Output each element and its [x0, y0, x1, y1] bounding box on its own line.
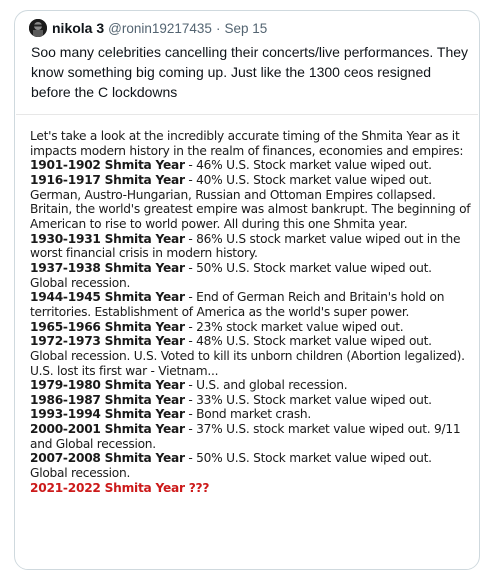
image-entry: [30, 378, 472, 393]
tweet-header: [29, 19, 267, 37]
entry-years: 1944-1945 Shmita Year: [30, 290, 185, 305]
image-entry: [30, 422, 472, 451]
entry-text: - End of German Reich and Britain's hold on territories. Establishment of America as the world's super power.: [30, 290, 445, 319]
entry-years: 1916-1917 Shmita Year: [30, 172, 185, 187]
image-entry: [30, 232, 472, 261]
entry-text: - 50% U.S. Stock market value wiped out. Global recession.: [30, 260, 432, 290]
image-entry: [30, 261, 472, 290]
tweet-date[interactable]: Sep 15: [224, 20, 268, 36]
entry-years: 1993-1994 Shmita Year: [30, 407, 185, 422]
author-name[interactable]: nikola 3: [52, 20, 105, 36]
image-entry: [30, 320, 472, 335]
entry-years: 1965-1966 Shmita Year: [30, 319, 185, 334]
entry-text: - 40% U.S. Stock market value wiped out. German, Austro-Hungarian, Russian and Ottoman Empires collapsed. Britain, the world's greatest empire was almost bankrupt. The beginning of American to rise to world power. All during this one Shmita year.: [30, 172, 471, 231]
tweet-text: Soo many celebrities cancelling their concerts/live performances. They know something big coming up. Just like the 1300 ceos resigned before the C lockdowns: [31, 44, 469, 100]
entry-text: - U.S. and global recession.: [184, 378, 348, 393]
entry-years: 1937-1938 Shmita Year: [30, 260, 185, 275]
tweet-card[interactable]: [14, 10, 480, 570]
author-handle[interactable]: @ronin19217435: [108, 20, 212, 36]
separator-dot: ·: [215, 20, 221, 36]
avatar-icon: [29, 19, 47, 37]
image-entry: [30, 451, 472, 480]
image-entry: [30, 158, 472, 173]
image-entries: [30, 158, 472, 480]
entry-text: - Bond market crash.: [184, 407, 312, 422]
image-entry: [30, 334, 472, 378]
entry-text: - 23% stock market value wiped out.: [184, 319, 404, 334]
image-text: [30, 129, 472, 495]
image-closing: 2021-2022 Shmita Year ???: [30, 480, 210, 495]
image-entry: [30, 407, 472, 422]
entry-years: 1979-1980 Shmita Year: [30, 378, 185, 393]
entry-years: 2007-2008 Shmita Year: [30, 451, 185, 466]
image-intro: Let's take a look at the incredibly accurate timing of the Shmita Year as it impacts modern history in the realm of finances, economies and empires:: [30, 129, 464, 158]
entry-text: - 48% U.S. Stock market value wiped out. Global recession. U.S. Voted to kill its unborn children (Abortion legalized). U.S. lost its first war - Vietnam...: [30, 334, 465, 378]
image-entry: [30, 173, 472, 232]
entry-text: - 50% U.S. Stock market value wiped out. Global recession.: [30, 451, 432, 481]
image-entry: [30, 393, 472, 408]
entry-years: 2000-2001 Shmita Year: [30, 422, 185, 437]
entry-years: 1986-1987 Shmita Year: [30, 392, 185, 407]
entry-years: 1972-1973 Shmita Year: [30, 334, 185, 349]
avatar[interactable]: [29, 19, 47, 37]
entry-text: - 86% U.S stock market value wiped out in the worst financial crisis in modern history.: [30, 231, 461, 261]
image-entry: [30, 290, 472, 319]
entry-years: 1901-1902 Shmita Year: [30, 158, 185, 173]
entry-text: - 33% U.S. Stock market value wiped out.: [184, 392, 432, 407]
entry-text: - 46% U.S. Stock market value wiped out.: [184, 158, 432, 173]
entry-years: 1930-1931 Shmita Year: [30, 231, 185, 246]
entry-text: - 37% U.S. stock market value wiped out. 9/11 and Global recession.: [30, 422, 461, 451]
tweet-image[interactable]: [16, 114, 478, 570]
